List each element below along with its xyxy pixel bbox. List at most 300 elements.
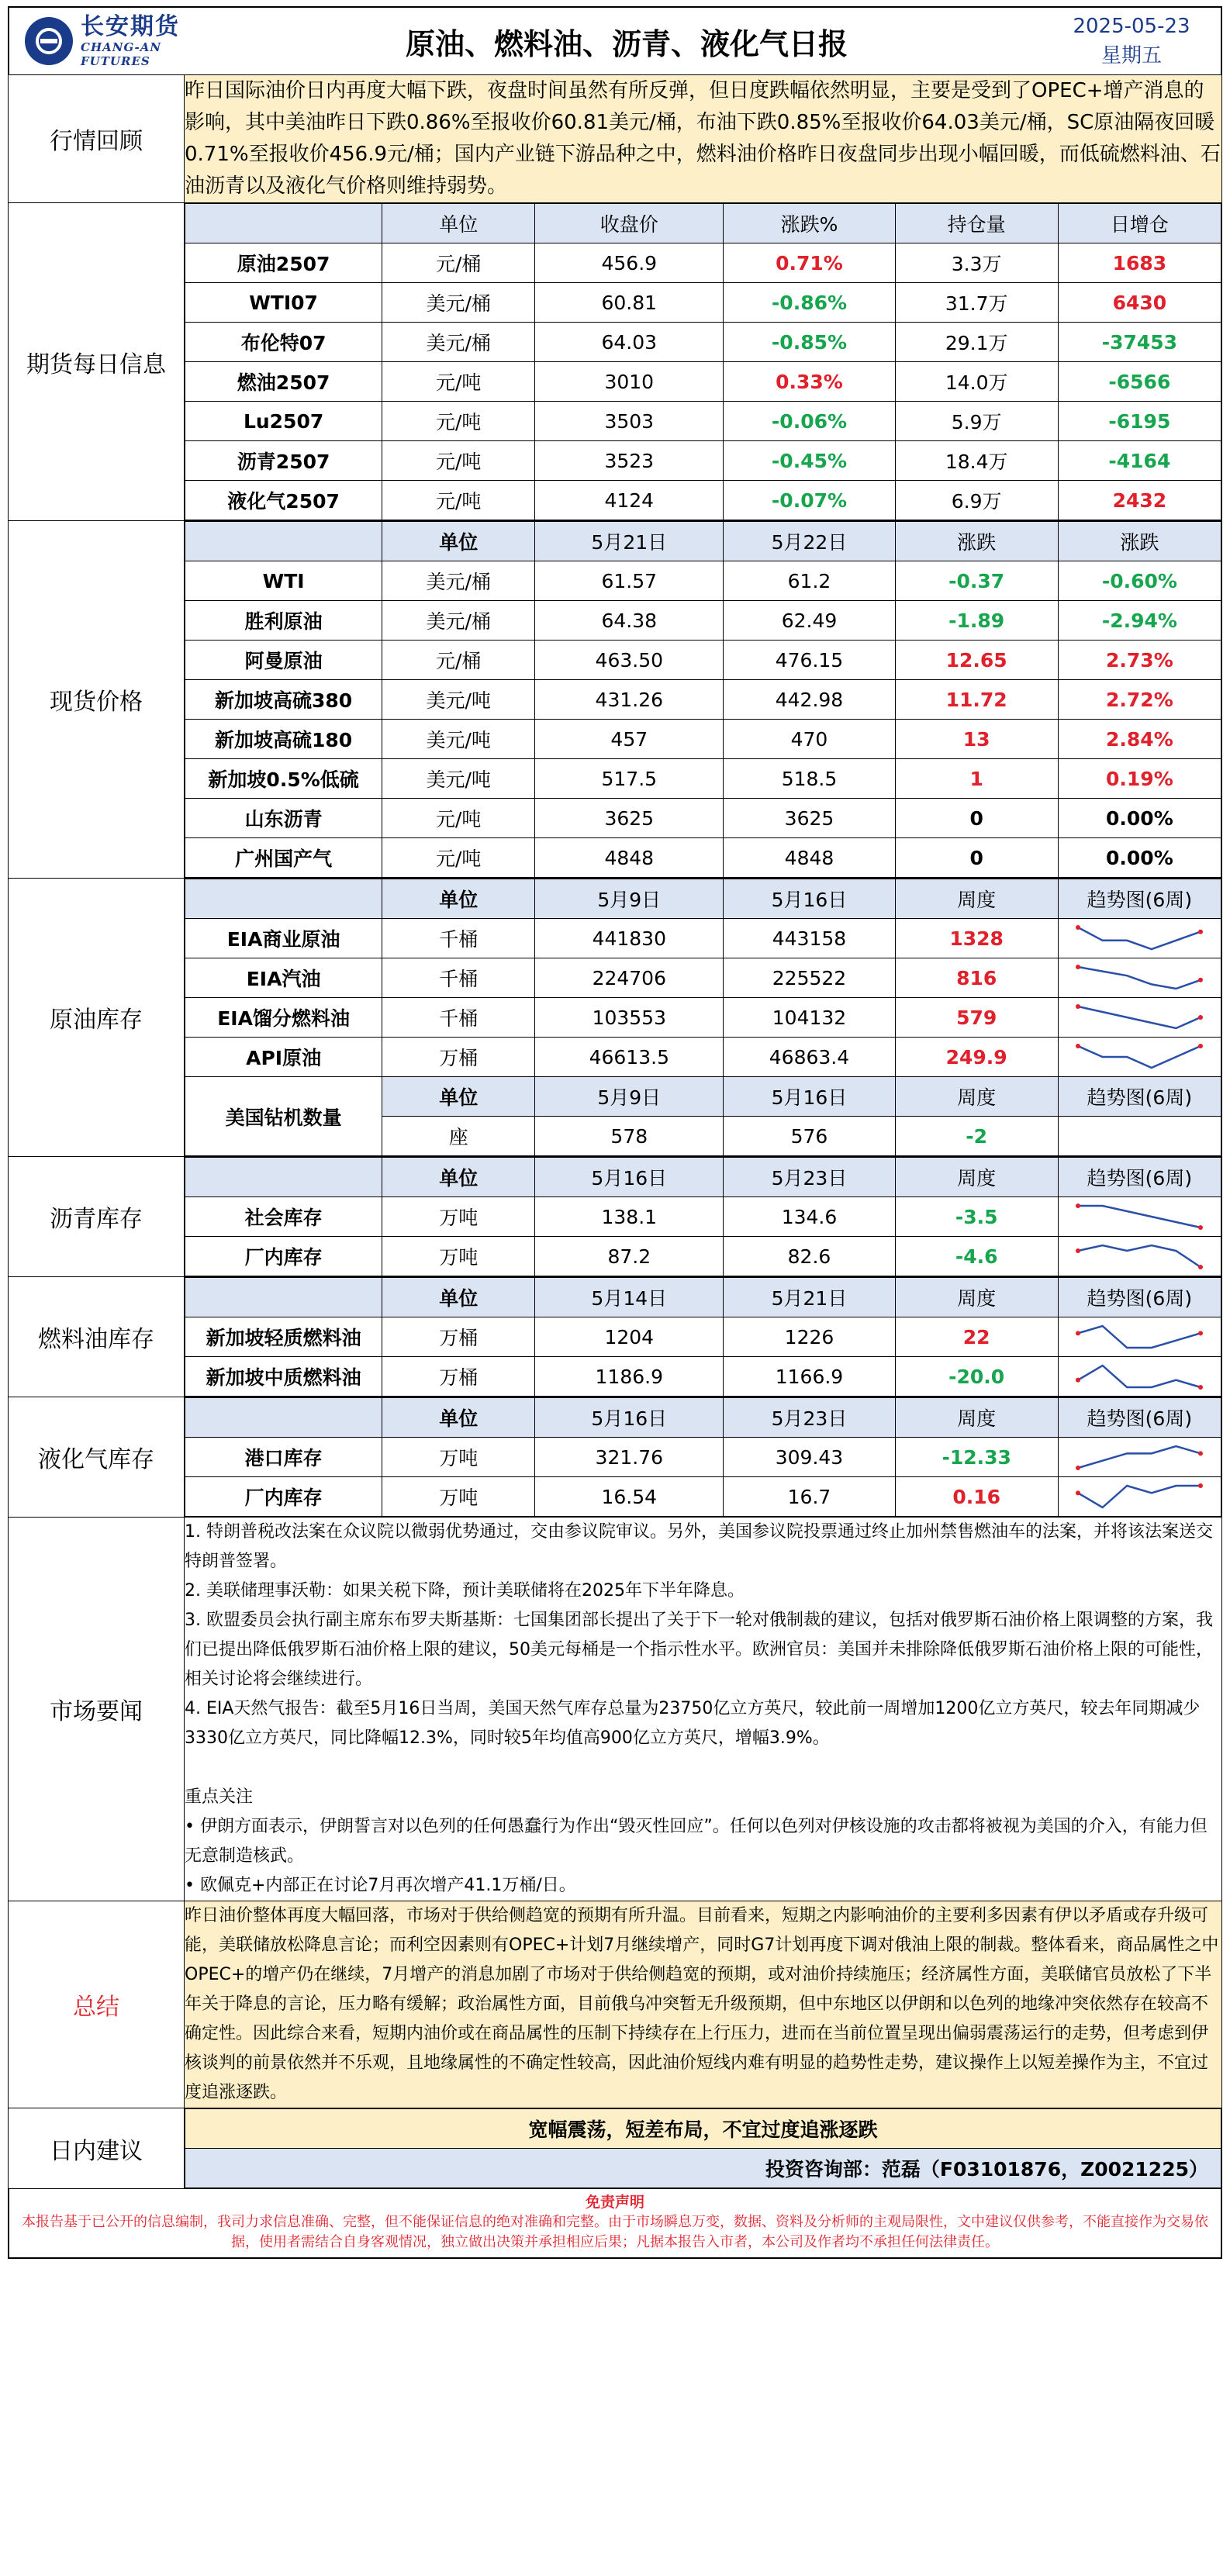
trend-point [1076, 1203, 1080, 1208]
column-header: 5月16日 [535, 1158, 724, 1197]
weekly-change: -12.33 [895, 1438, 1058, 1477]
consultant-text: 投资咨询部：范磊（F03101876，Z0021225） [185, 2149, 1221, 2188]
close-price: 3503 [535, 402, 724, 441]
report-weekday: 星期五 [1100, 44, 1162, 67]
trend-chart-cell [1058, 1197, 1221, 1237]
lpg-inventory-label: 液化气库存 [9, 1397, 185, 1518]
table-row [185, 1197, 1221, 1237]
trend-chart-cell [1058, 958, 1221, 998]
trend-chart-cell [1058, 1038, 1221, 1077]
trend-point [1198, 1015, 1203, 1020]
column-header: 日增仓 [1058, 204, 1221, 243]
trend-chart-cell [1058, 1117, 1221, 1156]
news-label: 市场要闻 [9, 1518, 185, 1901]
close-price: 3010 [535, 362, 724, 402]
row-name: 广州国产气 [185, 838, 382, 878]
row-name: 布伦特07 [185, 323, 382, 362]
value-week1: 441830 [535, 919, 724, 958]
table-row [185, 799, 1221, 838]
lpg-inventory-section [9, 1397, 1222, 1518]
column-header: 5月14日 [535, 1278, 724, 1317]
change-value: -0.37 [895, 561, 1058, 601]
table-row [185, 838, 1221, 878]
oi-increase: -37453 [1058, 323, 1221, 362]
open-interest: 6.9万 [895, 481, 1058, 520]
row-unit: 美元/吨 [382, 759, 535, 799]
weekly-change: 22 [895, 1317, 1058, 1357]
company-logo [9, 8, 211, 74]
table-row [185, 243, 1221, 283]
advice-text: 宽幅震荡，短差布局，不宜过度追涨逐跌 [185, 2109, 1221, 2149]
trend-point [1076, 1331, 1080, 1335]
disclaimer-title: 免责声明 [585, 2194, 644, 2211]
trend-sparkline [1073, 1002, 1205, 1033]
value-day2: 470 [724, 720, 895, 759]
trend-chart-cell [1058, 998, 1221, 1038]
table-row [185, 720, 1221, 759]
value-week1: 103553 [535, 998, 724, 1038]
column-header: 涨跌% [724, 204, 895, 243]
row-unit: 元/桶 [382, 243, 535, 283]
close-price: 4124 [535, 481, 724, 520]
trend-line [1078, 1446, 1201, 1468]
row-unit: 美元/吨 [382, 720, 535, 759]
row-name: EIA馏分燃料油 [185, 998, 382, 1038]
value-day1: 64.38 [535, 601, 724, 641]
trend-sparkline [1073, 962, 1205, 993]
row-unit: 万桶 [382, 1357, 535, 1397]
row-name: 新加坡0.5%低硫 [185, 759, 382, 799]
row-unit: 万桶 [382, 1317, 535, 1357]
value-week2: 82.6 [724, 1237, 895, 1276]
trend-point [1198, 1483, 1203, 1488]
value-day2: 518.5 [724, 759, 895, 799]
trend-chart-cell [1058, 1357, 1221, 1397]
trend-line [1078, 1366, 1201, 1387]
row-unit: 万吨 [382, 1237, 535, 1276]
review-text: 昨日国际油价日内再度大幅下跌，夜盘时间虽然有所反弹，但日度跌幅依然明显，主要是受到了OPEC+增产消息的影响，其中美油昨日下跌0.86%至报收价60.81美元/桶，布油下跌0.85%至报收价64.03美元/桶，SC原油隔夜回暖0.71%至报收价456.9元/桶；国内产业链下游品种之中，燃料油价格昨日夜盘同步出现小幅回暖，而低硫燃料油、石油沥青以及液化气价格则维持弱势。 [185, 75, 1222, 203]
weekly-change: -3.5 [895, 1197, 1058, 1237]
row-unit: 万吨 [382, 1477, 535, 1517]
table-row [185, 1477, 1221, 1517]
row-unit: 元/吨 [382, 441, 535, 481]
spot-section [9, 521, 1222, 879]
row-name: 山东沥青 [185, 799, 382, 838]
trend-chart-cell [1058, 1477, 1221, 1517]
column-header: 收盘价 [535, 204, 724, 243]
summary-section [9, 1901, 1222, 2108]
crude-inventory-label: 原油库存 [9, 879, 185, 1157]
row-unit: 万吨 [382, 1438, 535, 1477]
trend-point [1198, 1265, 1203, 1269]
value-day2: 4848 [724, 838, 895, 878]
value-week2: 134.6 [724, 1197, 895, 1237]
news-line: 3. 欧盟委员会执行副主席东布罗夫斯基斯：七国集团部长提出了关于下一轮对俄制裁的建议，包括对俄罗斯石油价格上限调整的方案，我们已提出降低俄罗斯石油价格上限的建议，50美元每桶是一个指示性水平。欧洲官员：美国并未排除降低俄罗斯石油价格上限的可能性，相关讨论将会继续进行。 [185, 1611, 1213, 1689]
fuel-inventory-table [185, 1277, 1221, 1397]
row-unit: 元/吨 [382, 362, 535, 402]
value-week1: 87.2 [535, 1237, 724, 1276]
table-row [185, 1038, 1221, 1077]
crude-inventory-table [185, 879, 1221, 1156]
change-value: 13 [895, 720, 1058, 759]
value-week2: 443158 [724, 919, 895, 958]
row-unit: 美元/桶 [382, 283, 535, 323]
row-name: 液化气2507 [185, 481, 382, 520]
table-row [185, 561, 1221, 601]
change-value: -1.89 [895, 601, 1058, 641]
table-row [185, 481, 1221, 520]
trend-line [1078, 1007, 1201, 1028]
trend-point [1198, 930, 1203, 934]
column-header: 周度 [895, 1398, 1058, 1438]
row-name: WTI07 [185, 283, 382, 323]
logo-emblem-icon [25, 17, 73, 65]
close-price: 60.81 [535, 283, 724, 323]
table-row [185, 441, 1221, 481]
weekly-change: -2 [895, 1117, 1058, 1156]
weekly-change: 579 [895, 998, 1058, 1038]
trend-point [1076, 925, 1080, 930]
table-row [185, 1438, 1221, 1477]
column-header: 周度 [895, 879, 1058, 919]
advice-table [185, 2108, 1221, 2188]
weekly-change: 0.16 [895, 1477, 1058, 1517]
row-name: EIA商业原油 [185, 919, 382, 958]
table-row [185, 1357, 1221, 1397]
trend-sparkline [1073, 1321, 1205, 1352]
table-header-row [185, 204, 1221, 243]
value-week1: 224706 [535, 958, 724, 998]
table-row [185, 958, 1221, 998]
spot-label: 现货价格 [9, 521, 185, 879]
table-header-row [185, 1158, 1221, 1197]
trend-sparkline [1073, 1481, 1205, 1512]
news-line: 2. 美联储理事沃勒：如果关税下降，预计美联储将在2025年下半年降息。 [185, 1581, 745, 1601]
news-line: • 欧佩克+内部正在讨论7月再次增产41.1万桶/日。 [185, 1876, 576, 1895]
news-line: • 伊朗方面表示，伊朗誓言对以色列的任何愚蠢行为作出“毁灭性回应”。任何以色列对伊核设施的攻击都将被视为美国的介入，有能力但无意制造核武。 [185, 1817, 1208, 1866]
column-header [185, 1158, 382, 1197]
value-day1: 4848 [535, 838, 724, 878]
trend-sparkline [1073, 923, 1205, 954]
row-name: 新加坡高硫180 [185, 720, 382, 759]
row-name: 社会库存 [185, 1197, 382, 1237]
row-name: WTI [185, 561, 382, 601]
oi-increase: 1683 [1058, 243, 1221, 283]
column-header: 单位 [382, 879, 535, 919]
table-row [185, 283, 1221, 323]
change-percent: -0.85% [724, 323, 895, 362]
value-day1: 457 [535, 720, 724, 759]
value-day1: 517.5 [535, 759, 724, 799]
news-line: 4. EIA天然气报告：截至5月16日当周，美国天然气库存总量为23750亿立方英尺，较此前一周增加1200亿立方英尺，较去年同期减少3330亿立方英尺，同比降幅12.3%，同时较5年均值高900亿立方英尺，增幅3.9%。 [185, 1699, 1201, 1748]
table-row [185, 1237, 1221, 1276]
column-header: 单位 [382, 1158, 535, 1197]
row-unit: 美元/桶 [382, 323, 535, 362]
column-header: 持仓量 [895, 204, 1058, 243]
trend-point [1076, 1378, 1080, 1383]
trend-sparkline [1073, 1361, 1205, 1392]
value-day2: 476.15 [724, 641, 895, 680]
column-header [185, 522, 382, 561]
weekly-change: 816 [895, 958, 1058, 998]
column-header: 5月9日 [535, 1077, 724, 1117]
main-table [8, 74, 1222, 2189]
change-percent: -2.94% [1058, 601, 1221, 641]
weekly-change: 249.9 [895, 1038, 1058, 1077]
futures-table [185, 203, 1221, 520]
value-week1: 16.54 [535, 1477, 724, 1517]
table-row [185, 919, 1221, 958]
table-header-row [185, 522, 1221, 561]
column-header [185, 879, 382, 919]
table-row [185, 998, 1221, 1038]
value-week1: 578 [535, 1117, 724, 1156]
column-header: 周度 [895, 1158, 1058, 1197]
trend-chart-cell [1058, 1317, 1221, 1357]
change-percent: 2.72% [1058, 680, 1221, 720]
column-header: 单位 [382, 1077, 535, 1117]
column-header: 美国钻机数量 [185, 1077, 382, 1156]
open-interest: 3.3万 [895, 243, 1058, 283]
row-unit: 美元/吨 [382, 680, 535, 720]
trend-point [1076, 1044, 1080, 1048]
close-price: 64.03 [535, 323, 724, 362]
report-title: 原油、燃料油、沥青、液化气日报 [405, 26, 848, 61]
report-page [8, 6, 1222, 2259]
row-unit: 座 [382, 1117, 535, 1156]
value-day1: 463.50 [535, 641, 724, 680]
oi-increase: -4164 [1058, 441, 1221, 481]
trend-line [1078, 1046, 1201, 1068]
row-unit: 万桶 [382, 1038, 535, 1077]
value-week1: 1204 [535, 1317, 724, 1357]
change-percent: 0.33% [724, 362, 895, 402]
change-value: 0 [895, 799, 1058, 838]
news-section [9, 1518, 1222, 1901]
weekly-change: -4.6 [895, 1237, 1058, 1276]
row-name: 新加坡高硫380 [185, 680, 382, 720]
report-date-box [1042, 12, 1221, 71]
trend-point [1076, 965, 1080, 969]
trend-line [1078, 1245, 1201, 1267]
change-percent: 0.00% [1058, 799, 1221, 838]
table-header-row [185, 1278, 1221, 1317]
value-day1: 431.26 [535, 680, 724, 720]
table-header-row [185, 1077, 1221, 1117]
trend-point [1198, 978, 1203, 982]
column-header: 5月22日 [724, 522, 895, 561]
oi-increase: -6195 [1058, 402, 1221, 441]
table-header-row [185, 879, 1221, 919]
futures-section [9, 203, 1222, 521]
column-header: 单位 [382, 1398, 535, 1438]
column-header: 5月16日 [724, 879, 895, 919]
table-row [185, 680, 1221, 720]
trend-point [1076, 1466, 1080, 1470]
lpg-inventory-table [185, 1397, 1221, 1517]
disclaimer [8, 2189, 1222, 2259]
trend-sparkline [1073, 1041, 1205, 1072]
crude-inventory-section [9, 879, 1222, 1157]
row-unit: 元/吨 [382, 838, 535, 878]
row-name: 胜利原油 [185, 601, 382, 641]
asphalt-inventory-label: 沥青库存 [9, 1157, 185, 1277]
change-value: 1 [895, 759, 1058, 799]
trend-chart-cell [1058, 1237, 1221, 1276]
close-price: 3523 [535, 441, 724, 481]
table-header-row [185, 1398, 1221, 1438]
trend-point [1076, 1004, 1080, 1009]
asphalt-inventory-section [9, 1157, 1222, 1277]
value-week2: 576 [724, 1117, 895, 1156]
change-percent: -0.06% [724, 402, 895, 441]
report-header [8, 6, 1222, 74]
change-percent: 2.73% [1058, 641, 1221, 680]
trend-line [1078, 1206, 1201, 1228]
trend-line [1078, 927, 1201, 949]
trend-line [1078, 967, 1201, 989]
trend-sparkline [1073, 1241, 1205, 1272]
logo-cn-text: 长安期货 [81, 13, 180, 40]
value-week1: 1186.9 [535, 1357, 724, 1397]
logo-en-text: CHANG-AN FUTURES [81, 40, 162, 68]
column-header: 5月16日 [535, 1398, 724, 1438]
trend-line [1078, 1326, 1201, 1348]
value-week1: 321.76 [535, 1438, 724, 1477]
row-name: API原油 [185, 1038, 382, 1077]
news-line: 重点关注 [185, 1787, 254, 1807]
row-unit: 万吨 [382, 1197, 535, 1237]
trend-chart-cell [1058, 1438, 1221, 1477]
review-label: 行情回顾 [9, 75, 185, 203]
column-header: 趋势图(6周) [1058, 1077, 1221, 1117]
column-header: 趋势图(6周) [1058, 1398, 1221, 1438]
row-unit: 元/吨 [382, 481, 535, 520]
review-section [9, 75, 1222, 203]
row-name: 原油2507 [185, 243, 382, 283]
change-percent: 0.00% [1058, 838, 1221, 878]
trend-point [1198, 1385, 1203, 1390]
row-name: 新加坡轻质燃料油 [185, 1317, 382, 1357]
column-header: 5月21日 [724, 1278, 895, 1317]
change-percent: 0.71% [724, 243, 895, 283]
row-unit: 千桶 [382, 919, 535, 958]
row-name: 阿曼原油 [185, 641, 382, 680]
summary-text: 昨日油价整体再度大幅回落，市场对于供给侧趋宽的预期有所升温。目前看来，短期之内影响油价的主要利多因素有伊以矛盾或存升级可能，美联储放松降息言论；而利空因素则有OPEC+计划7月继续增产，同时G7计划再度下调对俄油上限的制裁。整体看来，商品属性之中OPEC+的增产仍在继续，7月增产的消息加剧了市场对于供给侧趋宽的预期，或对油价持续施压；经济属性方面，美联储官员放松了下半年关于降息的言论，压力略有缓解；政治属性方面，目前俄乌冲突暂无升级预期，但中东地区以伊朗和以色列的地缘冲突依然存在较高不确定性。因此综合来看，短期内油价或在商品属性的压制下持续存在上行压力，进而在当前位置呈现出偏弱震荡运行的走势，但考虑到伊核谈判的前景依然并不乐观，且地缘属性的不确定性较高，因此油价短线内难有明显的趋势性走势，建议操作上以短差操作为主，不宜过度追涨逐跌。 [185, 1901, 1222, 2108]
column-header: 趋势图(6周) [1058, 879, 1221, 919]
value-week1: 46613.5 [535, 1038, 724, 1077]
column-header: 周度 [895, 1077, 1058, 1117]
value-day1: 3625 [535, 799, 724, 838]
news-line: 1. 特朗普税改法案在众议院以微弱优势通过，交由参议院审议。另外，美国参议院投票通过终止加州禁售燃油车的法案，并将该法案送交特朗普签署。 [185, 1522, 1213, 1571]
summary-label: 总结 [9, 1901, 185, 2108]
row-unit: 千桶 [382, 998, 535, 1038]
change-value: 0 [895, 838, 1058, 878]
value-week2: 1166.9 [724, 1357, 895, 1397]
trend-point [1076, 1490, 1080, 1495]
column-header: 5月23日 [724, 1158, 895, 1197]
fuel-inventory-label: 燃料油库存 [9, 1277, 185, 1397]
value-week2: 225522 [724, 958, 895, 998]
column-header: 单位 [382, 522, 535, 561]
table-row [185, 1317, 1221, 1357]
value-day2: 442.98 [724, 680, 895, 720]
row-name: 沥青2507 [185, 441, 382, 481]
advice-label: 日内建议 [9, 2108, 185, 2189]
row-unit: 美元/桶 [382, 601, 535, 641]
open-interest: 5.9万 [895, 402, 1058, 441]
row-name: 新加坡中质燃料油 [185, 1357, 382, 1397]
weekly-change: -20.0 [895, 1357, 1058, 1397]
value-day2: 62.49 [724, 601, 895, 641]
trend-sparkline [1073, 1201, 1205, 1232]
column-header: 5月16日 [724, 1077, 895, 1117]
column-header: 周度 [895, 1278, 1058, 1317]
row-name: 燃油2507 [185, 362, 382, 402]
close-price: 456.9 [535, 243, 724, 283]
column-header: 涨跌 [1058, 522, 1221, 561]
trend-line [1078, 1486, 1201, 1507]
weekly-change: 1328 [895, 919, 1058, 958]
oi-increase: 2432 [1058, 481, 1221, 520]
value-day1: 61.57 [535, 561, 724, 601]
change-percent: -0.60% [1058, 561, 1221, 601]
column-header [185, 1278, 382, 1317]
spot-table [185, 521, 1221, 878]
change-percent: -0.45% [724, 441, 895, 481]
advice-section [9, 2108, 1222, 2189]
change-percent: -0.07% [724, 481, 895, 520]
change-percent: 2.84% [1058, 720, 1221, 759]
futures-label: 期货每日信息 [9, 203, 185, 521]
row-unit: 元/吨 [382, 402, 535, 441]
table-row [185, 641, 1221, 680]
change-value: 11.72 [895, 680, 1058, 720]
news-line [185, 1753, 1221, 1783]
table-row [185, 759, 1221, 799]
value-day2: 3625 [724, 799, 895, 838]
open-interest: 29.1万 [895, 323, 1058, 362]
row-name: Lu2507 [185, 402, 382, 441]
row-name: 厂内库存 [185, 1477, 382, 1517]
row-unit: 元/吨 [382, 799, 535, 838]
open-interest: 31.7万 [895, 283, 1058, 323]
open-interest: 18.4万 [895, 441, 1058, 481]
row-name: 厂内库存 [185, 1237, 382, 1276]
trend-sparkline [1073, 1442, 1205, 1473]
oi-increase: 6430 [1058, 283, 1221, 323]
row-name: 港口库存 [185, 1438, 382, 1477]
report-date: 2025-05-23 [1073, 15, 1190, 38]
column-header: 单位 [382, 1278, 535, 1317]
trend-point [1076, 1248, 1080, 1253]
column-header: 涨跌 [895, 522, 1058, 561]
table-row [185, 362, 1221, 402]
value-week2: 1226 [724, 1317, 895, 1357]
column-header [185, 204, 382, 243]
column-header: 趋势图(6周) [1058, 1158, 1221, 1197]
column-header [185, 1398, 382, 1438]
row-unit: 元/桶 [382, 641, 535, 680]
value-week1: 138.1 [535, 1197, 724, 1237]
table-row [185, 323, 1221, 362]
column-header: 5月21日 [535, 522, 724, 561]
asphalt-inventory-table [185, 1157, 1221, 1276]
trend-point [1198, 1225, 1203, 1230]
column-header: 5月9日 [535, 879, 724, 919]
open-interest: 14.0万 [895, 362, 1058, 402]
column-header: 5月23日 [724, 1398, 895, 1438]
